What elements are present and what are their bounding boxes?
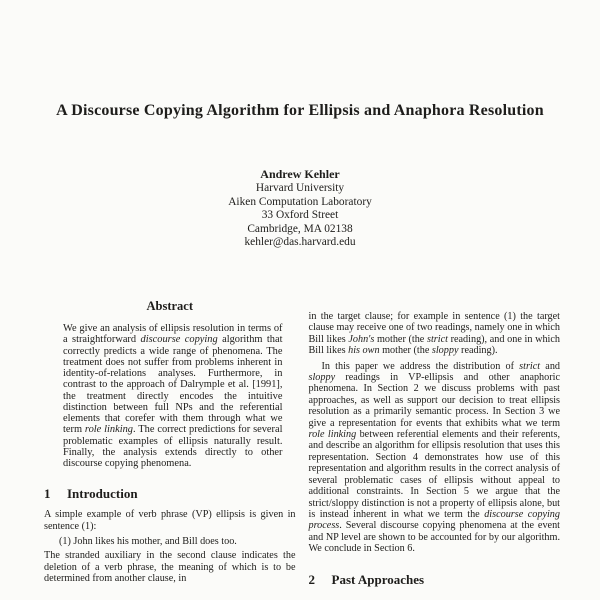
text-run: reading). xyxy=(458,345,498,357)
paper-title: A Discourse Copying Algorithm for Ellipsis and Anaphora Resolution xyxy=(56,102,544,119)
abstract-run: . The correct predictions for several problematic examples of ellipsis naturally result. Finally, the analysis extends directly to other discourse copying phenomena. xyxy=(63,424,283,469)
text-run: and xyxy=(540,360,561,372)
abstract-text xyxy=(63,323,283,469)
author-block xyxy=(0,168,600,249)
text-run: . Several discourse copying phenomena at the event and NP level are shown to be accounted for by our algorithm. We conclude in Section 6. xyxy=(308,520,560,555)
text-run: readings in VP-ellipsis and other anaphoric phenomena. In Section 2 we discuss problems with past approaches, as well as support our decision to treat ellipsis resolution as a primarily semantic process. In Section 3 we give a representation for events that exhibits what we term xyxy=(308,372,560,429)
affiliation-line: Harvard University xyxy=(255,182,345,195)
text-run: In this paper we address the distribution of xyxy=(321,360,520,372)
affiliation-line: Cambridge, MA 02138 xyxy=(247,222,353,235)
section-number: 2 xyxy=(308,571,315,587)
section-2-heading xyxy=(309,572,561,588)
abstract-run: algorithm that correctly predicts a wide range of phenomena. The treatment does not suffer from problems inherent in identity-of-relations analyses. Furthermore, in contrast to the approach of Dalrymple et al. [1991], the treatment directly encodes the intuitive distinction between full NPs and the referential elements that corefer with them through what we term xyxy=(63,334,283,436)
text-run: between referential elements and their referents, and describe an algorithm for ellipsis resolution that uses this representation. Section 4 demonstrates how use of this representation and algorithm results in the correct analysis of several problematic cases of ellipsis without appeal to additional constraints. In Section 5 we argue that the strict/sloppy distinction is not a property of ellipsis alone, but is instead inherent in what we term the xyxy=(308,429,560,520)
section-1-heading xyxy=(44,486,296,502)
text-run: mother (the xyxy=(374,333,427,345)
text-run-italic: John's xyxy=(348,333,375,345)
two-column-body xyxy=(44,297,560,595)
right-paragraph-1 xyxy=(309,311,561,357)
right-column xyxy=(309,297,561,595)
affiliation-line: 33 Oxford Street xyxy=(261,209,339,222)
text-run-italic: role linking xyxy=(308,429,357,441)
author-name: Andrew Kehler xyxy=(260,167,340,181)
text-run-italic: strict xyxy=(519,360,541,372)
section-number: 1 xyxy=(44,486,51,502)
text-run: mother (the xyxy=(379,345,432,357)
text-run-italic: sloppy xyxy=(431,345,459,357)
example-sentence-1: (1) John likes his mother, and Bill does too. xyxy=(59,536,237,548)
text-run-italic: his own xyxy=(348,345,380,357)
section-title: Introduction xyxy=(67,486,138,502)
abstract-heading: Abstract xyxy=(146,299,193,313)
intro-paragraph-2: The stranded auxiliary in the second clause indicates the deletion of a verb phrase, the meaning of which is to be determined from another clause, in xyxy=(44,550,296,585)
left-column xyxy=(44,297,296,595)
abstract-run-italic: discourse copying xyxy=(140,334,218,346)
abstract-run-italic: role linking xyxy=(84,424,134,436)
right-paragraph-2 xyxy=(309,361,561,555)
text-run: in the target clause; for example in sentence (1) the target clause may receive one of two readings, namely one in which Bill likes xyxy=(308,311,560,345)
text-run-italic: discourse copying process xyxy=(308,508,560,532)
author-email: kehler@das.harvard.edu xyxy=(244,236,356,249)
intro-paragraph-1: A simple example of verb phrase (VP) ellipsis is given in sentence (1): xyxy=(44,509,296,532)
text-run-italic: sloppy xyxy=(308,372,336,384)
abstract-run: We give an analysis of ellipsis resolution in terms of a straightforward xyxy=(63,323,283,346)
section-title: Past Approaches xyxy=(331,571,425,587)
affiliation-line: Aiken Computation Laboratory xyxy=(228,195,372,208)
text-run-italic: strict xyxy=(427,333,448,345)
text-run: reading), and one in which Bill likes xyxy=(308,333,560,357)
